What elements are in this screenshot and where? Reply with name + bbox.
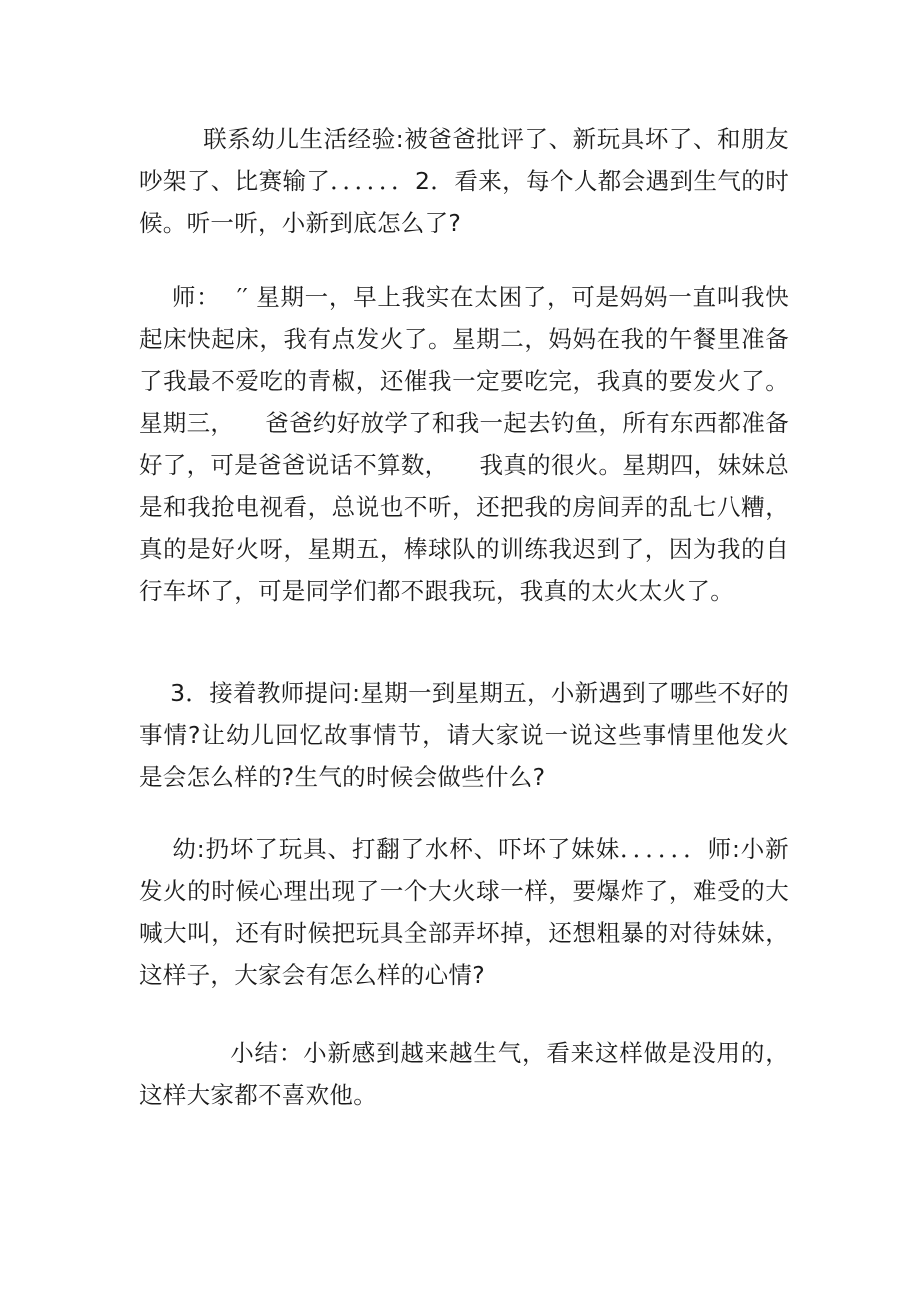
paragraph-teacher-story: 师： ′′ 星期一，早上我实在太困了，可是妈妈一直叫我快起床快起床，我有点发火了。星期二，妈妈在我的午餐里准备了我最不爱吃的青椒，还催我一定要吃完，我真的要发火了。星期三， 爸爸约好放学了和我一起去钓鱼，所有东西都准备好了，可是爸爸说话不算数， 我真的很火。星期四，妹妹总是和我抢电视看，总说也不听，还把我的房间弄的乱七八糟，真的是好火呀，星期五，棒球队的训练我迟到了，因为我的自行车坏了，可是同学们都不跟我玩，我真的太火太火了。: [139, 283, 789, 605]
paragraph-summary: 小结：小新感到越来越生气，看来这样做是没用的，这样大家都不喜欢他。: [139, 1039, 789, 1109]
paragraph-teacher-question: 3．接着教师提问:星期一到星期五，小新遇到了哪些不好的事情?让幼儿回忆故事情节，请大家说一说这些事情里他发火是会怎么样的?生气的时候会做些什么?: [139, 679, 789, 791]
paragraph-children-answer: 幼:扔坏了玩具、打翻了水杯、吓坏了妹妹．．．．．．师:小新发火的时候心理出现了一个大火球一样，要爆炸了，难受的大喊大叫，还有时候把玩具全部弄坏掉，还想粗暴的对待妹妹，这样子，大家会有怎么样的心情?: [139, 835, 789, 989]
paragraph-life-experience: 联系幼儿生活经验:被爸爸批评了、新玩具坏了、和朋友吵架了、比赛输了．．．．．．2．看来，每个人都会遇到生气的时候。听一听，小新到底怎么了?: [139, 125, 789, 237]
